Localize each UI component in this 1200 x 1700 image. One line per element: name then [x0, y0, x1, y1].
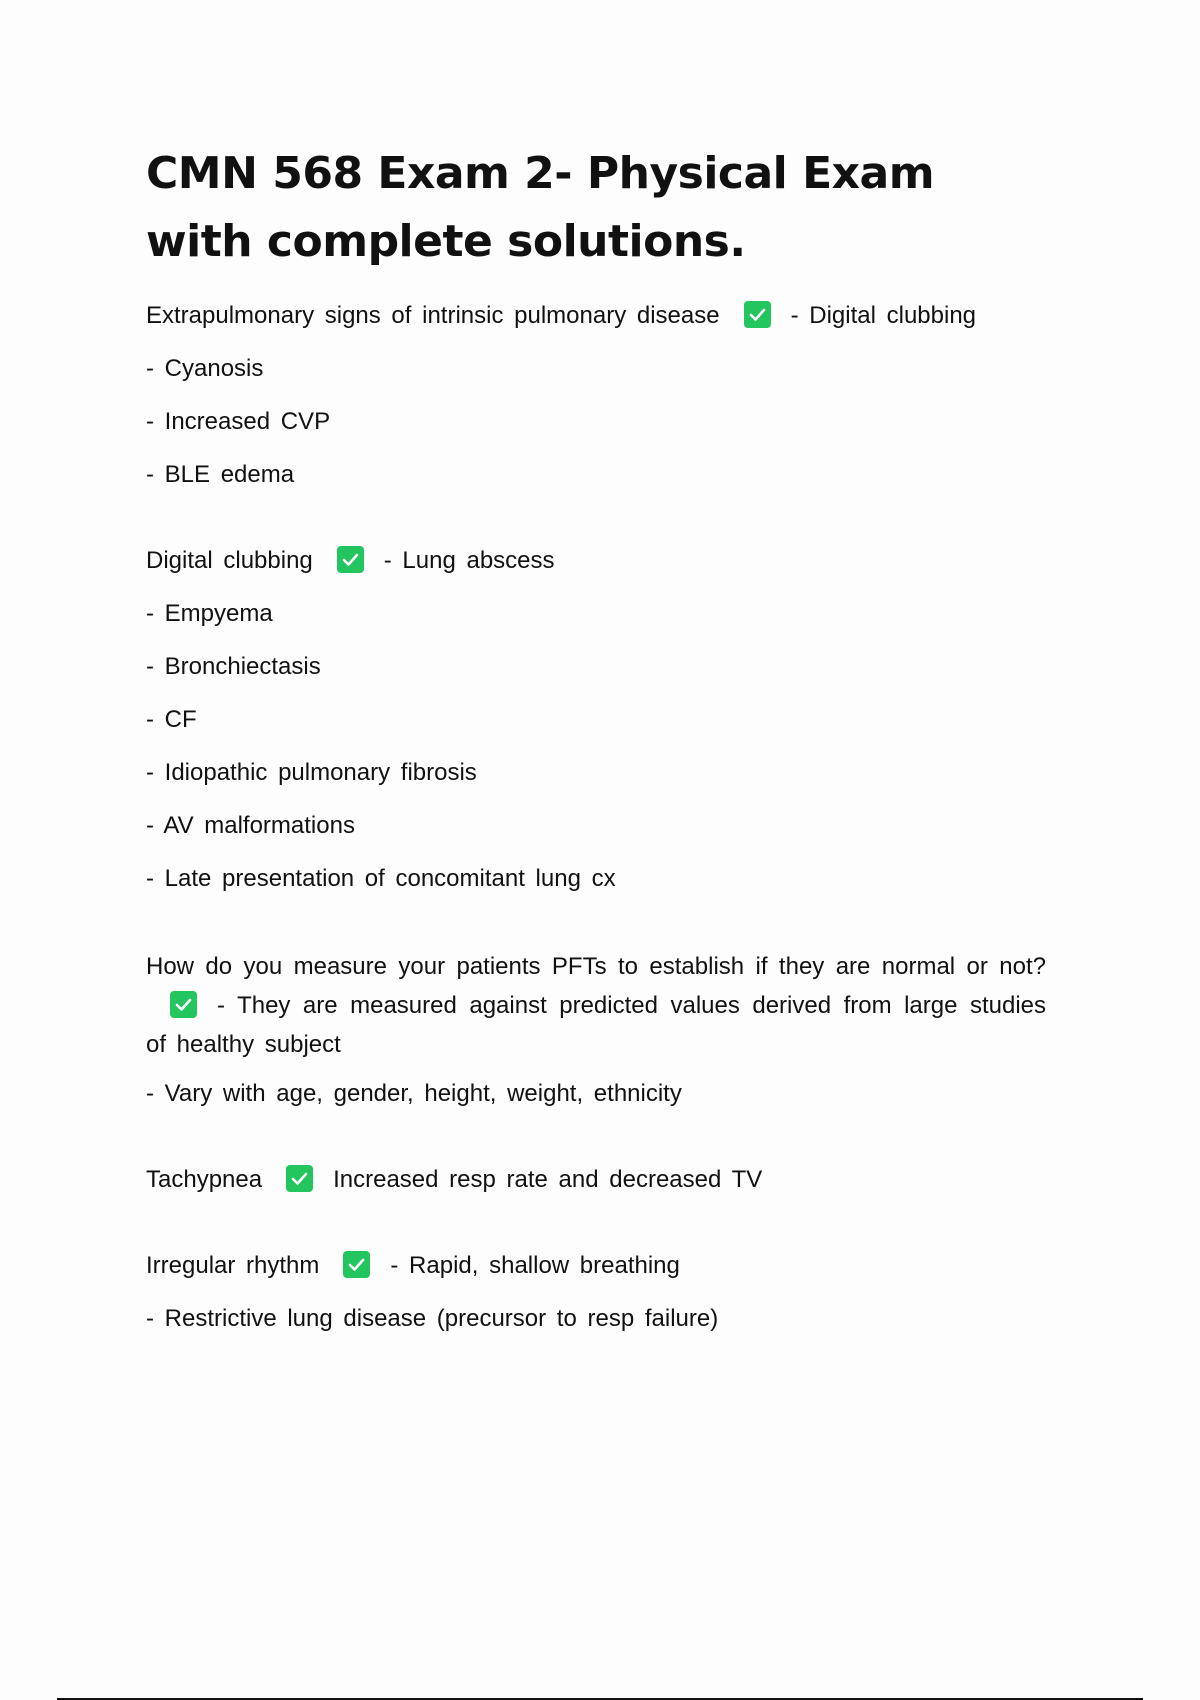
qa-answer: Increased resp rate and decreased TV [333, 1166, 763, 1193]
qa-answer-line: - Increased CVP [146, 408, 331, 435]
qa-answer-line: - AV malformations [146, 812, 355, 839]
document-page [146, 140, 1046, 1387]
qa-answer-line: - CF [146, 706, 197, 733]
qa-first-line [146, 298, 1046, 334]
qa-term: How do you measure your patients PFTs to establish if they are normal or not? [146, 953, 1046, 980]
qa-answer: - Rapid, shallow breathing [390, 1252, 680, 1279]
qa-first-line [146, 1248, 1046, 1284]
qa-answer-line: - Idiopathic pulmonary fibrosis [146, 759, 477, 786]
qa-answer-line: - Empyema [146, 600, 273, 627]
qa-card [146, 1162, 1046, 1198]
qa-answer-line: - Bronchiectasis [146, 653, 321, 680]
qa-answer: - Lung abscess [383, 547, 555, 574]
qa-term: Irregular rhythm [146, 1252, 320, 1279]
qa-answer-line: - Vary with age, gender, height, weight, ethnicity [146, 1080, 682, 1107]
qa-card [146, 1248, 1046, 1337]
qa-term: Extrapulmonary signs of intrinsic pulmonary disease [146, 302, 720, 329]
document-title: CMN 568 Exam 2- Physical Exam with complete solutions. [146, 148, 935, 267]
qa-first-line [146, 543, 1046, 579]
qa-first-line [146, 947, 1046, 1064]
qa-card [146, 543, 1046, 897]
qa-answer: - They are measured against predicted values derived from large studies of healthy subject [146, 992, 1046, 1058]
check-mark-icon [744, 301, 771, 328]
qa-answer: - Digital clubbing [790, 302, 977, 329]
qa-card [146, 298, 1046, 493]
qa-first-line [146, 1162, 1046, 1198]
qa-answer-line: - BLE edema [146, 461, 295, 488]
check-mark-icon [170, 991, 197, 1018]
qa-term: Digital clubbing [146, 547, 313, 574]
check-mark-icon [286, 1165, 313, 1192]
qa-answer-line: - Late presentation of concomitant lung cx [146, 865, 616, 892]
qa-answer-line: - Cyanosis [146, 355, 264, 382]
qa-card [146, 947, 1046, 1112]
check-mark-icon [343, 1251, 370, 1278]
qa-term: Tachypnea [146, 1166, 263, 1193]
qa-answer-line: - Restrictive lung disease (precursor to resp failure) [146, 1305, 719, 1332]
check-mark-icon [337, 546, 364, 573]
